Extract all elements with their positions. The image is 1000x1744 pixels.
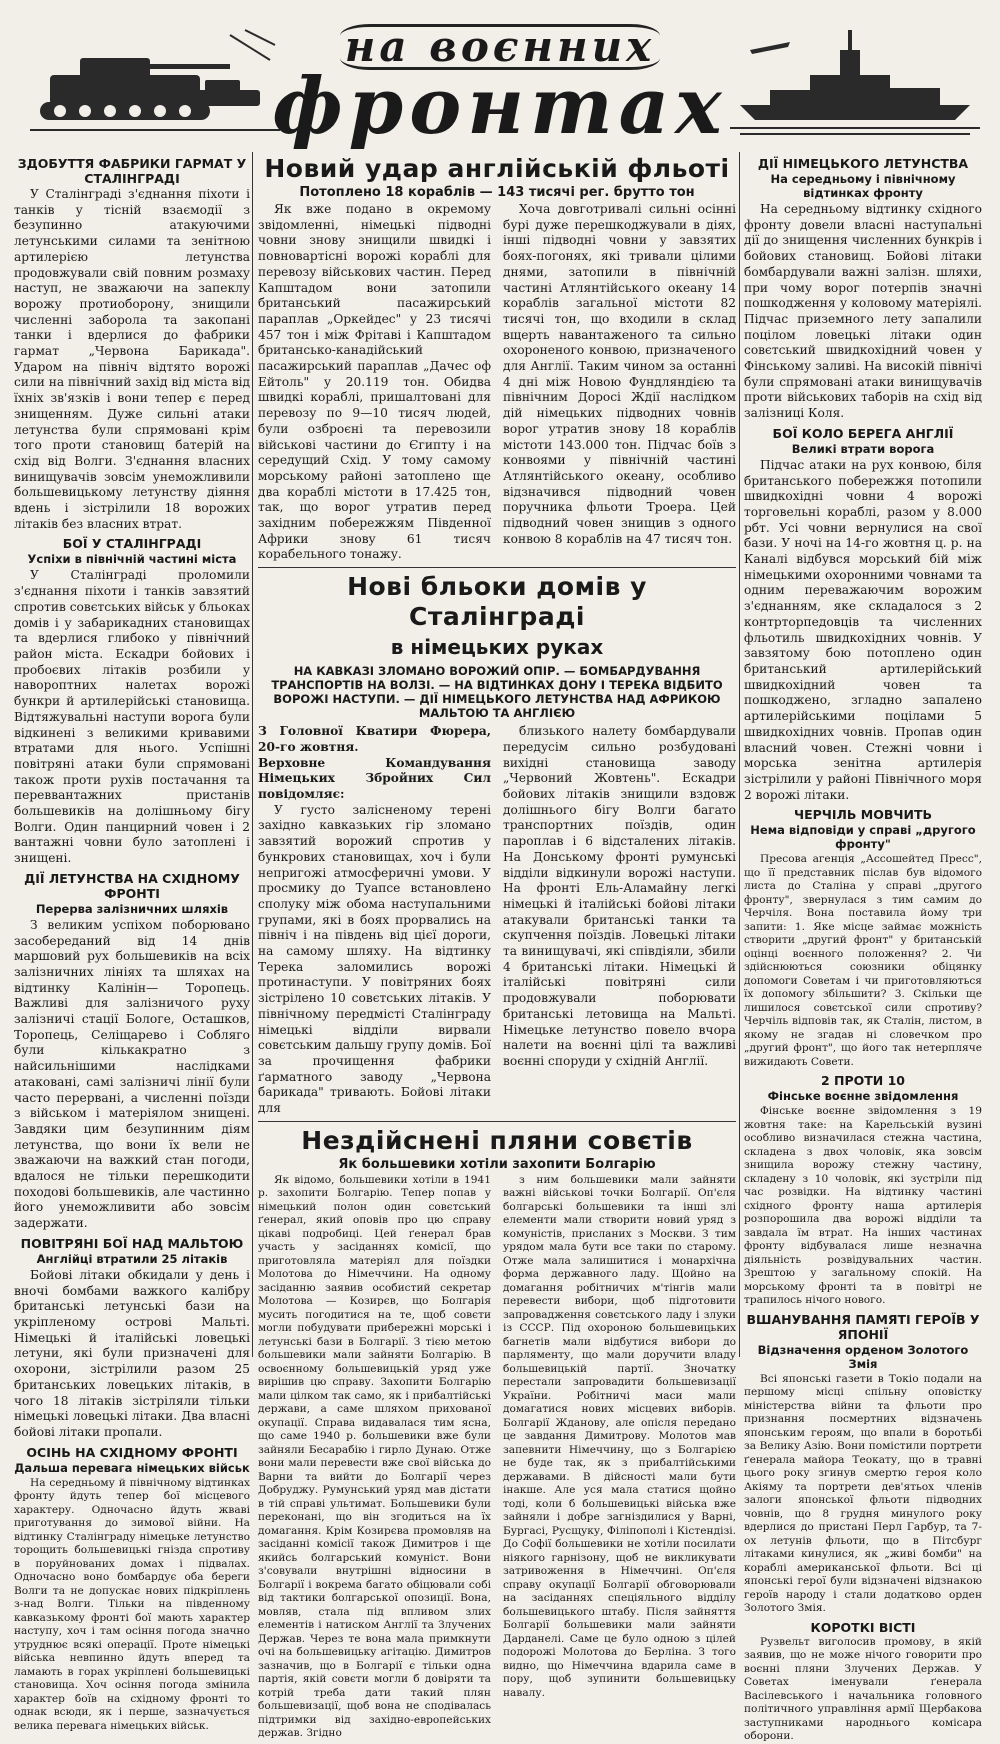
column-rule	[252, 152, 253, 1357]
subheadline: Нема відповіди у справі „другого фронту"	[750, 823, 976, 852]
headline-summary: НА КАВКАЗІ ЗЛОМАНО ВОРОЖИЙ ОПІР. — БОМБАРДУВАННЯ ТРАНСПОРТІВ НА ВОЛЗІ. — НА ВІДТИНКАХ ДОНУ І ТЕРЕКА ВІДБИТО ВОРОЖІ НАСТУПИ. — ДІЇ НІМЕЦЬКОГО ЛЕТУНСТВА НАД АФРИКОЮ МАЛЬТОЮ ТА АНГЛІЄЮ	[271, 664, 723, 721]
masthead	[0, 0, 1000, 150]
headline: ЧЕРЧІЛЬ МОВЧИТЬ	[793, 807, 933, 823]
article-body: Як вже подано в окремому звідомленні, німецькі підводні човни знову знищили швидкі і повновартісні ворожі кораблі для перевозу військових частин. Перед Капштадом вони затопили британський пасажирський параплав „Оркейдес" у 23 тисячі 457 тон і між Фрітаві і Капштадом британсько-канадійський пасажирський параплав „Дачес оф Ейтоль" у 20.119 тон. Обидва швидкі кораблі, пришалтовані для перевозу по 9—10 тисяч людей, були озброєні та перевозили військові частини до Єгипту і на середущий Схід. У тому самому морському районі затоплено ще два кораблі містоти в 17.425 тон, так, що ворог утратив перед західним побережжям Південної Африки знову 61 тисяч корабельного тонажу.	[258, 202, 491, 562]
headline-main: Нездійснені пляни совєтів	[301, 1125, 693, 1155]
subheadline: Як большевики хотіли захопити Болгарію	[338, 1156, 656, 1172]
article-body: Фінське воєнне звідомлення з 19 жовтня таке: на Карельській вузині особливо визначилася стежна частина, складена з двох чоловік, яка зовсім знищила ворожу стежну частину, складену з 10 чоловік, які зустріли під час розвідки. На відтинку частині східного фронту наша артилерія розпорошила два ворожі відділи та завдала їм втрат. На інших частинах фронту відбувалася лише незначна діяльність розвідувальних частин. Зрештою у загальному спокій. На морському фронті та в повітрі не трапилось нічого нового.	[744, 1105, 982, 1307]
headline: 2 ПРОТИ 10	[820, 1073, 906, 1089]
article-body: Всі японські газети в Токіо подали на першому місці спільну оповістку міністерства війни та фльоти про признання посмертних відзначень японським героям, що впали в боротьбі за Велику Азію. Вони помістили портрети ґенерала майора Теокату, що в травні цього року згинув смертю героя коло Акіяму та портрети дев'ятьох членів залоги японської фльоти підводних човнів, що 8 грудня минулого року вдерлися до пристані Перл Гарбур, та 7-ох летунів фльоти, що в Пітсбург літаками кинулися, як „живі бомби" на кораблі американської фльоти. Всі ці японські герої були відзначені відзнакою героїв народу і стали додатково орден Золотого Змія.	[744, 1372, 982, 1615]
headline: БОЇ У СТАЛІНГРАДІ	[62, 536, 202, 552]
center-column	[258, 152, 736, 1741]
warship-illustration	[730, 20, 980, 140]
headline-main: Нові бльоки домів у Сталінграді	[347, 572, 647, 632]
article-body: Хоча довготривалі сильні осінні бурі дуже перешкоджували в діях, інші підводні човни у завзятих боях-погонях, які тривали цілими днями, затопили в північній частині Атлянтійського океану 14 кораблів загальної містоти 82 тисячі тон, що входили в склад вщерть навантаженого та сильно охороненого конвою, призначеного для Англії. Таким чином за останні 4 дні між Новою Фундляндією та північним Доросі Ждії наслідком дій німецьких підводних човнів ворог утратив знову 18 кораблів містоти 143.000 тон. Підчас боїв з конвоями у північній частині Атлянтійського океану, особливо відзначився підводний човен поручника фльоти Троера. Цей підводний човен знищив з одного конвою 8 кораблів на 47 тисяч тон.	[503, 202, 736, 546]
headline: ПОВІТРЯНІ БОЇ НАД МАЛЬТОЮ	[20, 1235, 244, 1251]
left-column	[14, 152, 250, 1733]
article-columns	[258, 1174, 736, 1741]
article-body: близького налету бомбардували передусім сильно розбудовані вихідні становища заводу „Червоний Жовтень". Ескадри бойових літаків знищили вздовж долішнього бігу Волги багато транспортних поїздів, один пароплав і 6 відсталених літаків. На Донському фронті румунські відділи відкинули ворожі наступи. На фронті Ель-Аламайну легкі німецькі й італійські бойові літаки атакували британські танки та скупчення поїздів. Ловецькі літаки та винищувачі, які співдіяли, збили 4 британські літаки. Німецькі й італійські повітряні сили продовжували поборювати британські летовища на Мальті. Німецьке летунство повело вчора налети на воєнні цілі та важливі воєнні споруди у східній Англії.	[503, 724, 736, 1068]
article-body: З великим успіхом поборювано засобереданий від 14 днів маршовий рух большевиків на всіх залізничних лініях та шляхах на відтинку Калінін— Торопець. Важливі для залізничого руху залізничі стації Бологе, Осташков, Торопець, Селіщарево і Собляго були кількакратно з найсильнішими наслідками атаковані, самі залізничі лінії були часто перервані, а численні поїзди з військом і матеріялом знищені. Завдяки цим безупинним діям летунства, що вони їх вели не зважаючи на важкий стан погоди, вдалося не тільки перешкодити походові большевиків, але частинно його унеможливити або зовсім задержати.	[14, 917, 250, 1231]
article-body: Як відомо, большевики хотіли в 1941 р. захопити Болгарію. Тепер попав у німецький полон один совєтський ґенерал, який оповів про цю справу цікаві подробиці. Цей ґенерал брав участь у засіданнях комісії, що приготовляла матеріял для поїздки Молотова до Німеччини. На одному засіданню заявив особистий секретар Молотова — Козирєв, що Болгарія мусить погодитися на те, щоб совєти могли побудувати прибережні морські і летунські бази в Болгарії. З тією метою большевики мали зайняти Болгарію. В освоєнному большевицькій уряд уже вирішив цю справу. Захопити Болгарію мали цілком так само, як і прибалтійські держави, а саме шляхом прихованої окупації. Справа видавалася тим ясна, що саме 1940 р. большевики вже були зайняли Бесарабію і гирло Дунаю. Отже вони мали перевести вже свої війська до Варни та вийти до Болгарії через Добруджу. Румунський уряд мав дістати в тій справі ультимат. Большевики були переконані, що він згодиться на їх домагання. Крім Козирєва промовляв на засіданні комісії також Димитров і ще якийсь болгарський комуніст. Вони з'совували внутрішні відносини в Болгарії і вокрема багато обіцювали собі від тактики болгарської опозиції. Вона, мовляв, стала під впливом злих елементів і натиском Англії та Злучених Держав. Через те вона мала примкнути очі на большевицьку агітацію. Димитров зазначив, що в Болгарії є тільки одна партія, якій совєти могли б довіряти та котрій треба дати такий плян большевизації, щоб вона не сподівалась підтримки від західно-европейських держав. Згідно	[258, 1173, 491, 1740]
article-body: Рузвельт виголосив промову, в якій заявив, що не може нічого говорити про воєнні пляни Злучених Держав. У Советах іменували ґенерала Васілевського і начальника головного політичного управління армії Щербакова заступниками народнього комісара оборони.	[744, 1635, 982, 1743]
masthead-title: фронтах	[272, 61, 728, 152]
headline-second-line: в німецьких руках	[390, 635, 604, 660]
article-body: з ним большевики мали зайняти важні військові точки Болгарії. Оп'єля болгарські большевики та інші злі елементи мали створити новий уряд з комуністів, присланих з Москви. З тим урядом мала бути все таки по старому. Отже мала залишитися і монархічна форма державного ладу. Щойно на домагання робітничих м'тінгів мали перевести вибори, щоб підготовити запровадження совєтського ладу і злуки із СССР. Під охороною большевицьких багнетів мали відбутися вибори до парляменту, що мали доручити владу большевицькій партії. Зночатку перестали запровадити большевизації України. Робітничі маси мали домагатися нових місцевих виборів. Болгарії Жданову, але опісля передано це завдання Димитрову. Молотов мав запевнити Німеччину, що з Болгарією не буде так, як з прибалтійськими державами. В дійсності мали бути інакше. Але уся мала статися щойно тоді, коли б большевицькі війська вже зайняли і добре загніздилися у Варні, Бургасі, Русщуку, Філіпополі і Кістендізі. До Софії большевики не хотіли посилати ніякого гарнізону, щоб не викликувати затривоження в Німеччині. Оп'єля справу окупації Болгарії обговорювали на засіданнях спеціяльного відділу большевицького штабу. Після зайняття Болгарії большевики мали зайняти Дарданелі. Саме це було одною з цілей подорожі Молотова до Берліна. З того видно, що Німеччина вдарила саме в пору, щоб зупинити большевицьку навалу.	[503, 1173, 736, 1699]
article-body: Підчас атаки на рух конвою, біля британського побережжя потопили швидкохідні човни 4 ворожі торговельні кораблі, разом у 8.000 рбт. Усі човни вернулися на свої бази. У ночі на 14-го жовтня ц. р. на Каналі відбувся морський бій між німецькими охоронними човнами та одним переважаючим ворожим з'єднанням, яке складалося з 2 контрторпедовців та численних фльотиль швидкохідних човнів. У завзятому бою потоплено один британський артилерійський швидкохідний човен та пошкоджено, згладно запалено артилерійськими поцілами 5 швидкохідних човнів. Пропав один власний човен. Стежні човни і морська зенітна артилерія зістрілили у районі Північного моря 2 ворожі літаки.	[744, 457, 982, 802]
subheadline: На середньому і північному відтинках фронту	[770, 172, 956, 200]
headline: ДІЇ ЛЕТУНСТВА НА СХІДНОМУ ФРОНТІ	[24, 870, 240, 901]
subheadline: Потоплено 18 кораблів — 143 тисячі рег. брутто тон	[299, 185, 695, 200]
article-body: На середньому й північному відтинках фронту йдуть тепер бої місцевого характеру. Одночасно йдуть жваві приготування до зимової війни. На відтинку Сталінграду німецьке летунство торощить большевицькі гнізда спротиву в поруйнованих домах і підвалах. Одночасно воно бомбардує оба береги Волги та не допускає нових підкріплень з-над Волги. Тільки на південному кавказькому фронті бої мають характер наступу, хоч і там осіння погода значно утруднює всякі операції. Проте німецькі війська невпинно йдуть вперед та ламають в горах укріплені большевицькі становища. Хоч осіння погода змінила характер боїв на східному фронті то однак всюди, як і перше, зазначується велика перевага німецьких військ.	[14, 1476, 250, 1732]
article-body: На середньому відтинку східного фронту довели власні наступальні дії до знищення численних бункрів і бойових становищ. Бойові літаки бомбардували важні залізн. шляхи, при чому ворог потерпів значні пошкодження у коловому матеріялі. Підчас приземного лету запалили поцілом ловецькі літаки один совєтський швидкохідний човен у Фінському заливі. На високій північі були спрямовані атаки винищувачів проти військових таборів на схід від залізниці Коля.	[744, 202, 982, 421]
article-columns	[258, 202, 736, 563]
divider	[258, 567, 736, 568]
headline-main: Новий удар англійській фльоті	[264, 154, 730, 183]
article-body: У Сталінграді проломили з'єднання піхоти і танків завзятий спротив совєтських військ у бльоках домів і у забарикадних становищах та вдерлися глибоко у північний район міста. Ескадри бойових і пробоєвих літаків розбили у навороптних налетах ворожі бункри й артилерійські становища. Відтяжувальні наступи ворога були відкинені з великими кривавими втратами для нього. Успішні повітряні атаки були спрямовані також проти рухів постачання та переввантажних пристанів большевиків на долішньому бігу Волги. Один панцирний човен і 2 вантажні човни було затоплені і знищені.	[14, 568, 250, 866]
headline: ВШАНУВАННЯ ПАМЯТІ ГЕРОЇВ У ЯПОНІЇ	[746, 1311, 980, 1342]
subheadline: Успіхи в північній частині міста	[27, 552, 237, 567]
tanks-illustration	[30, 20, 280, 140]
article-body: Пресова агенція „Ассошейтед Пресс", що її представник післав був відомого листа до Сталіна у справі „другого фронту", звернулася з тим самим до Черчіля. Вона поставила йому три запити: 1. Яке місце займає можність створити „другий фронт" у британській оцінці воєнного положення? 2. Чи здійснюються союзники обіцянку допомоги Советам і чи приготовляються їх допомогу збільшити? 3. Скільки ще лишилося совєтської сили спротиву? Черчіль відповів так, як Сталін, листом, в якому не згадав ні словечком про „другий фронт", що його так нетерпляче вижидають Совети.	[744, 853, 982, 1068]
subheadline: Відзначення орденом Золотого Змія	[757, 1342, 969, 1371]
headline: ДІЇ НІМЕЦЬКОГО ЛЕТУНСТВА	[757, 156, 969, 171]
intro: Верховне Командування Німецьких Збройних Сил повідомляє:	[258, 755, 491, 801]
masthead-subtitle: на воєнних	[330, 18, 670, 76]
article-body: Бойові літаки обкидали у день і вночі бомбами важкого калібру британські летунські бази на укріпленому острові Мальті. Німецькі й італійські ловецькі летуни, які були призначені для охорони, зістрілили разом 25 британських ловецьких літаків, в чого 18 літаків зістріляли тільки німецькі ловецькі літаки. Два власні бойові літаки пропали.	[14, 1267, 250, 1439]
column-rule	[739, 152, 740, 1357]
headline: БОЇ КОЛО БЕРЕГА АНГЛІЇ	[772, 425, 954, 441]
right-column	[744, 152, 982, 1744]
article-columns	[258, 724, 736, 1117]
headline: ЗДОБУТТЯ ФАБРИКИ ГАРМАТ У СТАЛІНГРАДІ	[17, 156, 247, 186]
dateline: З Головної Кватири Фюрера, 20-го жовтня.	[258, 724, 491, 754]
article-body: У Сталінграді з'єднання піхоти і танків у тісній взаємодії з безупинно атакуючими летунськими силами та зенітною артилерією летунства продовжували свій повним розмаху наступ, не зважаючи на запеклу ворожу протиоборону, знищили численні заборола та закопані танки і вдерлися до фабрики гармат „Червона Барикада". Ударом на північ відтято ворожі сили на північний захід від міста від їхніх зв'язків і вони тепер є перед знищенням. Дуже сильні атаки летунства були спрямовані крім того проти становищ батерій на схід від Волги. З'єднання власних винищувачів зовсім унеможливили большевицькому летунству діяння вдень і зістрілили 18 ворожих літаків без власних втрат.	[14, 187, 250, 531]
subheadline: Англійці втратили 25 літаків	[36, 1251, 228, 1266]
subheadline: Фінське воєнне звідомлення	[767, 1089, 959, 1104]
subheadline: Перерва залізничних шляхів	[35, 901, 229, 916]
headline: ОСІНЬ НА СХІДНОМУ ФРОНТІ	[26, 1444, 238, 1460]
article-body: У густо залісненому терені західно кавказьких гір зломано завзятий ворожий спротив у бункрових становищах, хоч і були непригожі атмосферичні умови. У просмику до Туапсе встановлено сполуку між обома наступальними групами, які в боях прорвались на північ і на південь від цієї дороги, на самому шляху. На відтинку Терека заломились ворожі протинаступи. У повітряних боях зістрілено 10 совєтських літаків. У північному передмісті Сталінграду німецькі відділи вирвали совєтським дальшу групу домів. Бої за прочищення фабрики ґарматного заводу „Червона барикада" тривають. Бойові літаки для	[258, 802, 491, 1116]
subheadline: Дальша перевага німецьких військ	[14, 1460, 250, 1475]
subheadline: Великі втрати ворога	[791, 441, 935, 456]
headline: КОРОТКІ ВІСТІ	[810, 1619, 916, 1635]
divider	[258, 1121, 736, 1122]
